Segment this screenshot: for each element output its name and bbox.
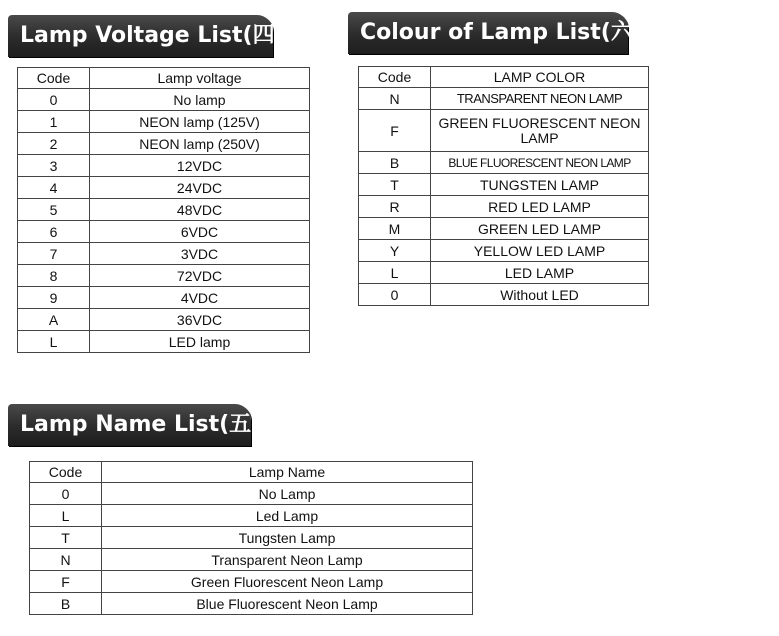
table-row — [359, 174, 649, 196]
table-row — [359, 88, 649, 110]
code-cell: 5 — [18, 199, 90, 221]
voltage-cell: 6VDC — [90, 221, 310, 243]
code-cell: L — [359, 262, 431, 284]
table-row — [18, 177, 310, 199]
name-cell: Led Lamp — [102, 505, 473, 527]
voltage-table — [17, 67, 310, 353]
name-cell: Tungsten Lamp — [102, 527, 473, 549]
table-header-row — [30, 462, 473, 483]
code-cell: 3 — [18, 155, 90, 177]
voltage-cell: 3VDC — [90, 243, 310, 265]
table-row — [18, 155, 310, 177]
table-row — [359, 240, 649, 262]
voltage-cell: 72VDC — [90, 265, 310, 287]
name-list-title: Lamp Name List(五) — [8, 404, 251, 446]
color-cell: TUNGSTEN LAMP — [431, 174, 649, 196]
voltage-cell: 12VDC — [90, 155, 310, 177]
voltage-cell: 36VDC — [90, 309, 310, 331]
code-cell: L — [18, 331, 90, 353]
table-row — [30, 593, 473, 615]
table-row — [359, 152, 649, 174]
code-cell: F — [359, 110, 431, 152]
voltage-list-title: Lamp Voltage List(四) — [8, 15, 273, 57]
table-row — [30, 505, 473, 527]
voltage-cell: 4VDC — [90, 287, 310, 309]
colour-list-title: Colour of Lamp List(六) — [348, 12, 628, 54]
voltage-cell: NEON lamp (250V) — [90, 133, 310, 155]
table-row — [18, 89, 310, 111]
code-cell: 1 — [18, 111, 90, 133]
table-row — [30, 571, 473, 593]
voltage-cell: 48VDC — [90, 199, 310, 221]
code-cell: T — [30, 527, 102, 549]
color-cell: Without LED — [431, 284, 649, 306]
code-cell: A — [18, 309, 90, 331]
column-header-code: Code — [30, 462, 102, 483]
column-header-lamp-color: LAMP COLOR — [431, 67, 649, 88]
table-row — [359, 196, 649, 218]
color-cell: LED LAMP — [431, 262, 649, 284]
column-header-code: Code — [359, 67, 431, 88]
voltage-cell: NEON lamp (125V) — [90, 111, 310, 133]
table-row — [18, 243, 310, 265]
code-cell: 2 — [18, 133, 90, 155]
code-cell: F — [30, 571, 102, 593]
code-cell: T — [359, 174, 431, 196]
name-cell: Blue Fluorescent Neon Lamp — [102, 593, 473, 615]
voltage-cell: 24VDC — [90, 177, 310, 199]
color-cell: GREEN LED LAMP — [431, 218, 649, 240]
color-cell: GREEN FLUORESCENT NEON LAMP — [431, 110, 649, 152]
colour-table — [358, 66, 649, 306]
code-cell: R — [359, 196, 431, 218]
table-row — [30, 527, 473, 549]
code-cell: 0 — [18, 89, 90, 111]
code-cell: B — [30, 593, 102, 615]
name-cell: Green Fluorescent Neon Lamp — [102, 571, 473, 593]
code-cell: B — [359, 152, 431, 174]
code-cell: L — [30, 505, 102, 527]
code-cell: 4 — [18, 177, 90, 199]
column-header-code: Code — [18, 68, 90, 89]
voltage-cell: LED lamp — [90, 331, 310, 353]
color-cell: BLUE FLUORESCENT NEON LAMP — [431, 152, 649, 174]
code-cell: 9 — [18, 287, 90, 309]
column-header-lamp-voltage: Lamp voltage — [90, 68, 310, 89]
code-cell: N — [359, 88, 431, 110]
table-row — [18, 331, 310, 353]
name-table — [29, 461, 473, 615]
table-header-row — [359, 67, 649, 88]
table-row — [359, 284, 649, 306]
table-row — [30, 483, 473, 505]
name-cell: No Lamp — [102, 483, 473, 505]
table-row — [18, 221, 310, 243]
table-row — [359, 110, 649, 152]
code-cell: Y — [359, 240, 431, 262]
table-row — [18, 265, 310, 287]
table-row — [18, 111, 310, 133]
code-cell: N — [30, 549, 102, 571]
table-row — [359, 262, 649, 284]
table-row — [18, 309, 310, 331]
column-header-lamp-name: Lamp Name — [102, 462, 473, 483]
color-cell: RED LED LAMP — [431, 196, 649, 218]
code-cell: 0 — [30, 483, 102, 505]
voltage-cell: No lamp — [90, 89, 310, 111]
table-row — [18, 133, 310, 155]
color-cell: TRANSPARENT NEON LAMP — [431, 88, 649, 110]
code-cell: 8 — [18, 265, 90, 287]
code-cell: 0 — [359, 284, 431, 306]
code-cell: M — [359, 218, 431, 240]
table-row — [18, 287, 310, 309]
name-cell: Transparent Neon Lamp — [102, 549, 473, 571]
color-cell: YELLOW LED LAMP — [431, 240, 649, 262]
table-row — [359, 218, 649, 240]
code-cell: 7 — [18, 243, 90, 265]
code-cell: 6 — [18, 221, 90, 243]
table-row — [18, 199, 310, 221]
table-row — [30, 549, 473, 571]
table-header-row — [18, 68, 310, 89]
